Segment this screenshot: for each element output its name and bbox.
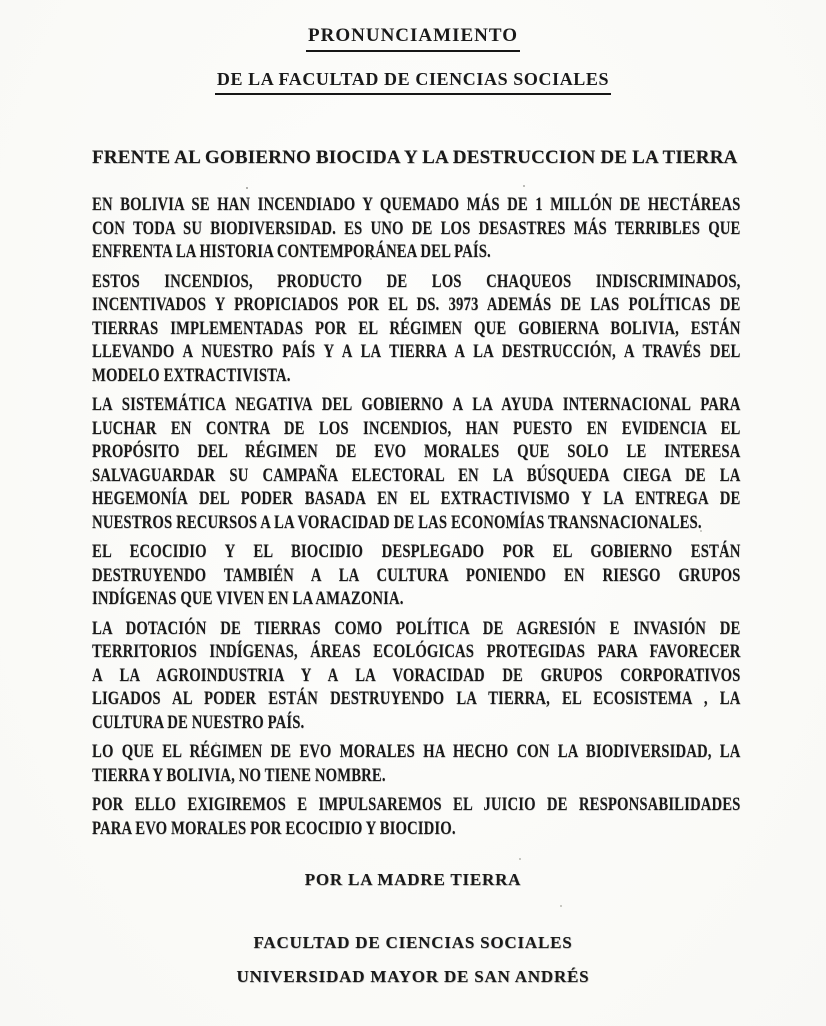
paragraph-line: PROPÓSITO DEL RÉGIMEN DE EVO MORALES QUE SOLO LE INTERESA xyxy=(92,441,741,462)
paragraph-6 xyxy=(92,740,740,787)
scan-noise-specks xyxy=(246,187,248,189)
document-header xyxy=(0,0,826,95)
signature-university: UNIVERSIDAD MAYOR DE SAN ANDRÉS xyxy=(236,967,590,986)
paragraph-line: ENFRENTA LA HISTORIA CONTEMPORÁNEA DEL PAÍS. xyxy=(92,241,491,262)
paragraph-line: LLEVANDO A NUESTRO PAÍS Y A LA TIERRA A LA DESTRUCCIÓN, A TRAVÉS DEL xyxy=(92,341,741,362)
paragraph-line: LUCHAR EN CONTRA DE LOS INCENDIOS, HAN PUESTO EN EVIDENCIA EL xyxy=(92,417,741,439)
paragraph-line: TIERRA Y BOLIVIA, NO TIENE NOMBRE. xyxy=(92,764,386,786)
paragraph-line: INDÍGENAS QUE VIVEN EN LA AMAZONIA. xyxy=(92,588,404,609)
paragraph-line: DESTRUYENDO TAMBIÉN A LA CULTURA PONIENDO EN RIESGO GRUPOS xyxy=(92,564,741,586)
paragraph-line: EN BOLIVIA SE HAN INCENDIADO Y QUEMADO MÁS DE 1 MILLÓN DE HECTÁREAS xyxy=(92,194,741,215)
paragraph-4 xyxy=(92,540,740,611)
paragraph-line: ESTOS INCENDIOS, PRODUCTO DE LOS CHAQUEOS INDISCRIMINADOS, xyxy=(92,270,741,292)
document-title-row xyxy=(0,24,826,52)
paragraph-line: CON TODA SU BIODIVERSIDAD. ES UNO DE LOS DESASTRES MÁS TERRIBLES QUE xyxy=(92,217,741,239)
paragraph-line: SALVAGUARDAR SU CAMPAÑA ELECTORAL EN LA BÚSQUEDA CIEGA DE LA xyxy=(92,464,741,486)
paragraph-line: LA DOTACIÓN DE TIERRAS COMO POLÍTICA DE AGRESIÓN E INVASIÓN DE xyxy=(92,617,741,639)
document-subtitle: DE LA FACULTAD DE CIENCIAS SOCIALES xyxy=(215,67,611,95)
paragraph-line: INCENTIVADOS Y PROPICIADOS POR EL DS. 3973 ADEMÁS DE LAS POLÍTICAS DE xyxy=(92,294,741,315)
paragraph-line: NUESTROS RECURSOS A LA VORACIDAD DE LAS ECONOMÍAS TRANSNACIONALES. xyxy=(92,511,702,533)
paragraph-7 xyxy=(92,793,740,840)
paragraph-line: POR ELLO EXIGIREMOS E IMPULSAREMOS EL JUICIO DE RESPONSABILIDADES xyxy=(92,794,741,815)
signature-block xyxy=(0,932,826,987)
document-heading: FRENTE AL GOBIERNO BIOCIDA Y LA DESTRUCCION DE LA TIERRA xyxy=(92,147,738,168)
paragraph-line: TIERRAS IMPLEMENTADAS POR EL RÉGIMEN QUE GOBIERNA BOLIVIA, ESTÁN xyxy=(92,317,741,339)
signature-faculty: FACULTAD DE CIENCIAS SOCIALES xyxy=(253,933,573,952)
paragraph-line: HEGEMONÍA DEL PODER BASADA EN EL EXTRACTIVISMO Y LA ENTREGA DE xyxy=(92,488,741,509)
paragraph-line: A LA AGROINDUSTRIA Y A LA VORACIDAD DE GRUPOS CORPORATIVOS xyxy=(92,664,741,686)
document-subtitle-row xyxy=(0,67,826,95)
paragraph-line: LA SISTEMÁTICA NEGATIVA DEL GOBIERNO A LA AYUDA INTERNACIONAL PARA xyxy=(92,394,741,415)
paragraph-line: TERRITORIOS INDÍGENAS, ÁREAS ECOLÓGICAS PROTEGIDAS PARA FAVORECER xyxy=(92,641,741,662)
paragraph-line: LO QUE EL RÉGIMEN DE EVO MORALES HA HECHO CON LA BIODIVERSIDAD, LA xyxy=(92,741,741,762)
paragraph-2 xyxy=(92,270,740,388)
paragraph-1 xyxy=(92,193,740,264)
paragraph-5 xyxy=(92,617,740,735)
paragraph-line: PARA EVO MORALES POR ECOCIDIO Y BIOCIDIO. xyxy=(92,817,456,839)
paragraph-line: MODELO EXTRACTIVISTA. xyxy=(92,364,291,386)
paragraph-line: CULTURA DE NUESTRO PAÍS. xyxy=(92,711,305,733)
document-body xyxy=(92,193,740,840)
document-title: PRONUNCIAMIENTO xyxy=(306,24,520,52)
paragraph-3 xyxy=(92,393,740,534)
paragraph-line: LIGADOS AL PODER ESTÁN DESTRUYENDO LA TIERRA, EL ECOSISTEMA , LA xyxy=(92,688,741,709)
paragraph-line: EL ECOCIDIO Y EL BIOCIDIO DESPLEGADO POR EL GOBIERNO ESTÁN xyxy=(92,541,741,562)
closing-slogan: POR LA MADRE TIERRA xyxy=(304,870,522,889)
